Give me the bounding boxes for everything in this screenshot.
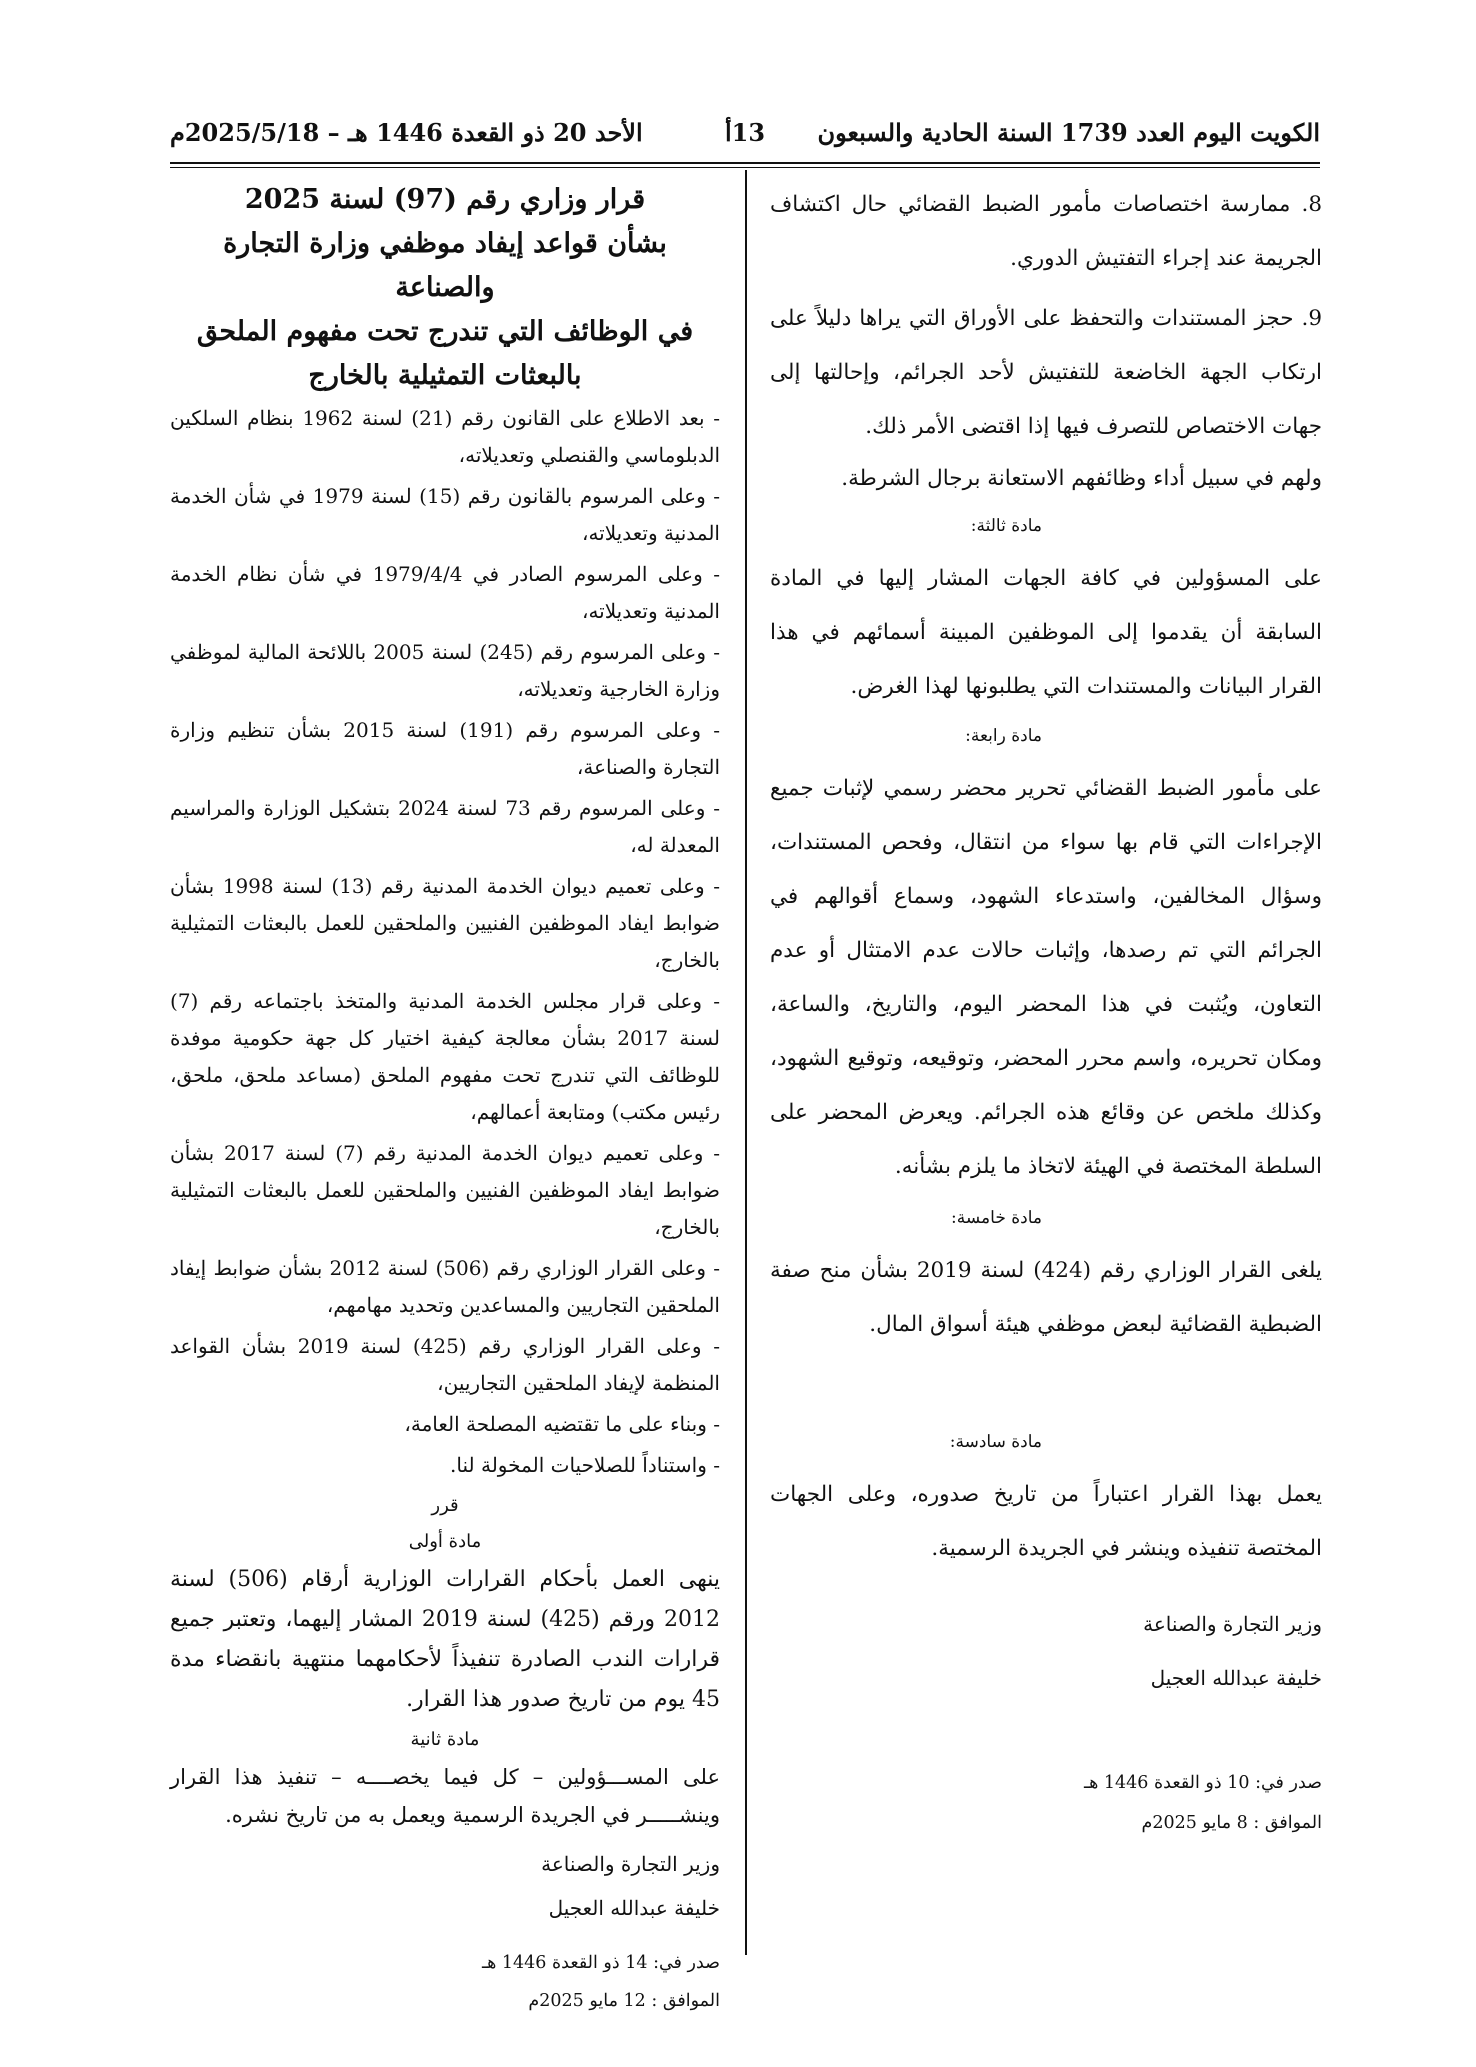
decree-subtitle-2: في الوظائف التي تندرج تحت مفهوم الملحق [196, 316, 694, 347]
article-2-title: مادة ثانية [410, 1729, 480, 1750]
article-4-title: مادة رابعة: [965, 726, 1042, 746]
preamble-item: - وعلى المرسوم بالقانون رقم (15) لسنة 1979 في شأن الخدمة المدنية وتعديلاته، [170, 484, 720, 545]
header-date: الأحد 20 ذو القعدة 1446 هـ – 2025/5/18م [170, 118, 643, 147]
article-3-text: على المسؤولين في كافة الجهات المشار إليها في المادة السابقة أن يقدموا إلى الموظفين المبينة أسمائهم في هذا القرار البيانات والمستندات التي يطلبونها لهذا الغرض. [770, 566, 1322, 699]
article-2-text: على المســـؤولين – كل فيما يخصــــه – تنفيذ هذا القرار وينشـــــر في الجريدة الرسمية ويعمل به من تاريخ نشره. [170, 1765, 720, 1827]
preamble-item: - وعلى القرار الوزاري رقم (425) لسنة 2019 بشأن القواعد المنظمة لإيفاد الملحقين التجاريين، [170, 1334, 720, 1395]
signature-title: وزير التجارة والصناعة [541, 1852, 720, 1876]
preamble-item: - وعلى تعميم ديوان الخدمة المدنية رقم (7) لسنة 2017 بشأن ضوابط ايفاد الموظفين الفنيين والملحقين للعمل بالبعثات التمثيلية بالخارج، [170, 1141, 720, 1239]
article-6-text: يعمل بهذا القرار اعتباراً من تاريخ صدوره، وعلى الجهات المختصة تنفيذه وينشر في الجريدة الرسمية. [770, 1482, 1322, 1561]
preamble-item: - وعلى المرسوم رقم 73 لسنة 2024 بتشكيل الوزارة والمراسيم المعدلة له، [170, 796, 720, 857]
decided-heading: قرر [431, 1495, 459, 1516]
right-column [770, 178, 1322, 1842]
article-1-title: مادة أولى [408, 1531, 482, 1552]
preamble-item: - وبناء على ما تقتضيه المصلحة العامة، [404, 1412, 720, 1436]
decree-subtitle-3: بالبعثات التمثيلية بالخارج [308, 360, 582, 391]
header-issue-info: الكويت اليوم العدد 1739 السنة الحادية والسبعون [817, 118, 1320, 147]
preamble-item: - وعلى المرسوم رقم (245) لسنة 2005 باللائحة المالية لموظفي وزارة الخارجية وتعديلاته، [170, 640, 721, 701]
preamble [170, 400, 720, 1484]
corresponding-date: الموافق : 8 مايو 2025م [1141, 1813, 1322, 1833]
article-1-text: ينهى العمل بأحكام القرارات الوزارية أرقام (506) لسنة 2012 ورقم (425) لسنة 2019 المشار إليهما، وتعتبر جميع قرارات الندب الصادرة تنفيذاً لأحكامهما منتهية بانقضاء مدة 45 يوم من تاريخ صدور هذا القرار. [170, 1567, 720, 1712]
article-4-text: على مأمور الضبط القضائي تحرير محضر رسمي لإثبات جميع الإجراءات التي قام بها سواء من انتقال، وفحص المستندات، وسؤال المخالفين، واستدعاء الشهود، وسماع أقوالهم في الجرائم التي تم رصدها، وإثبات حالات عدم الامتثال أو عدم التعاون، ويُثبت في هذا المحضر اليوم، والتاريخ، والساعة، ومكان تحريره، واسم محرر المحضر، وتوقيعه، وتوقيع الشهود، وكذلك ملخص عن وقائع هذه الجرائم. ويعرض المحضر على السلطة المختصة في الهيئة لاتخاذ ما يلزم بشأنه. [770, 776, 1322, 1179]
item-8: 8. ممارسة اختصاصات مأمور الضبط القضائي حال اكتشاف الجريمة عند إجراء التفتيش الدوري. [770, 192, 1322, 271]
signature-name: خليفة عبدالله العجيل [548, 1896, 720, 1920]
signature-name: خليفة عبدالله العجيل [1150, 1666, 1322, 1690]
preamble-item: - وعلى تعميم ديوان الخدمة المدنية رقم (13) لسنة 1998 بشأن ضوابط ايفاد الموظفين الفنيين والملحقين للعمل بالبعثات التمثيلية بالخارج، [170, 874, 720, 972]
article-3-title: مادة ثالثة: [970, 516, 1042, 536]
preamble-item: - واستناداً للصلاحيات المخولة لنا. [450, 1453, 720, 1477]
preamble-item: - وعلى المرسوم الصادر في 1979/4/4 في شأن نظام الخدمة المدنية وتعديلاته، [170, 562, 720, 623]
article-6-title: مادة سادسة: [949, 1432, 1042, 1452]
decree-title: قرار وزاري رقم (97) لسنة 2025 [244, 184, 646, 215]
decree-subtitle-1: بشأن قواعد إيفاد موظفي وزارة التجارة والصناعة [223, 228, 667, 303]
corresponding-date: الموافق : 12 مايو 2025م [528, 1991, 720, 2011]
police-assistance: ولهم في سبيل أداء وظائفهم الاستعانة برجال الشرطة. [841, 466, 1322, 491]
preamble-item: - وعلى قرار مجلس الخدمة المدنية والمتخذ باجتماعه رقم (7) لسنة 2017 بشأن معالجة كيفية اختيار كل جهة حكومية موفدة للوظائف التي تندرج تحت مفهوم الملحق (مساعد ملحق، ملحق، رئيس مكتب) ومتابعة أعمالهم، [170, 989, 721, 1124]
signature-title: وزير التجارة والصناعة [1143, 1612, 1322, 1636]
page-number: 13أ [725, 118, 766, 147]
preamble-item: - بعد الاطلاع على القانون رقم (21) لسنة 1962 بنظام السلكين الدبلوماسي والقنصلي وتعديلاته، [170, 406, 720, 467]
preamble-item: - وعلى القرار الوزاري رقم (506) لسنة 2012 بشأن ضوابط إيفاد الملحقين التجاريين والمساعدين وتحديد مهامهم، [170, 1256, 720, 1317]
issued-date: صدر في: 10 ذو القعدة 1446 هـ [1083, 1773, 1322, 1793]
page-header [170, 118, 1320, 162]
issued-date: صدر في: 14 ذو القعدة 1446 هـ [481, 1953, 720, 1973]
article-5-text: يلغى القرار الوزاري رقم (424) لسنة 2019 بشأن منح صفة الضبطية القضائية لبعض موظفي هيئة أسواق المال. [770, 1258, 1322, 1337]
preamble-item: - وعلى المرسوم رقم (191) لسنة 2015 بشأن تنظيم وزارة التجارة والصناعة، [170, 718, 721, 779]
left-column [170, 178, 720, 2020]
column-divider [745, 170, 747, 1955]
item-9: 9. حجز المستندات والتحفظ على الأوراق التي يراها دليلاً على ارتكاب الجهة الخاضعة للتفتيش لأحد الجرائم، وإحالتها إلى جهات الاختصاص للتصرف فيها إذا اقتضى الأمر ذلك. [770, 306, 1322, 439]
header-rule [170, 162, 1320, 168]
article-5-title: مادة خامسة: [951, 1208, 1042, 1228]
